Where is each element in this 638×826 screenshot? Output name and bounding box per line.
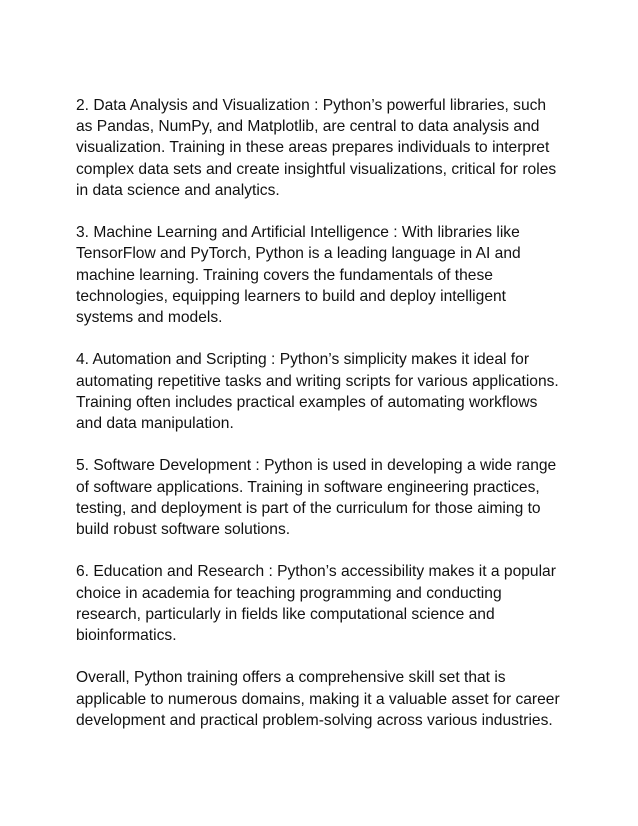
paragraph-data-analysis xyxy=(76,95,566,201)
text-line: Training often includes practical examples of automating workflows xyxy=(76,393,538,411)
text-line: in data science and analytics. xyxy=(76,181,280,199)
text-line: 3. Machine Learning and Artificial Intelligence : With libraries like xyxy=(76,224,520,242)
text-line: and data manipulation. xyxy=(76,415,234,433)
text-line: Overall, Python training offers a comprehensive skill set that is xyxy=(76,669,506,687)
text-line: choice in academia for teaching programming and conducting xyxy=(76,584,502,602)
paragraph-machine-learning xyxy=(76,222,566,328)
text-line: as Pandas, NumPy, and Matplotlib, are central to data analysis and xyxy=(76,118,540,136)
text-line: 5. Software Development : Python is used in developing a wide range xyxy=(76,457,557,475)
text-line: 2. Data Analysis and Visualization : Python’s powerful libraries, such xyxy=(76,97,547,114)
document-body xyxy=(76,95,566,752)
text-line: build robust software solutions. xyxy=(76,521,291,539)
paragraph-overall xyxy=(76,667,566,731)
text-line: bioinformatics. xyxy=(76,627,177,645)
text-line: systems and models. xyxy=(76,309,223,327)
paragraph-software-development xyxy=(76,455,566,540)
text-line: automating repetitive tasks and writing scripts for various applications. xyxy=(76,372,559,390)
text-line: testing, and deployment is part of the curriculum for those aiming to xyxy=(76,499,541,517)
text-line: visualization. Training in these areas prepares individuals to interpret xyxy=(76,139,550,157)
paragraph-automation xyxy=(76,349,566,434)
text-line: complex data sets and create insightful visualizations, critical for roles xyxy=(76,160,557,178)
text-line: of software applications. Training in software engineering practices, xyxy=(76,478,540,496)
text-line: TensorFlow and PyTorch, Python is a leading language in AI and xyxy=(76,245,521,263)
paragraph-education-research xyxy=(76,561,566,646)
text-line: research, particularly in fields like computational science and xyxy=(76,605,495,623)
text-line: 6. Education and Research : Python’s accessibility makes it a popular xyxy=(76,563,556,581)
text-line: development and practical problem-solving across various industries. xyxy=(76,711,553,729)
text-line: applicable to numerous domains, making it a valuable asset for career xyxy=(76,690,560,708)
text-line: 4. Automation and Scripting : Python’s simplicity makes it ideal for xyxy=(76,351,530,369)
text-line: machine learning. Training covers the fundamentals of these xyxy=(76,266,493,284)
text-line: technologies, equipping learners to build and deploy intelligent xyxy=(76,287,507,305)
